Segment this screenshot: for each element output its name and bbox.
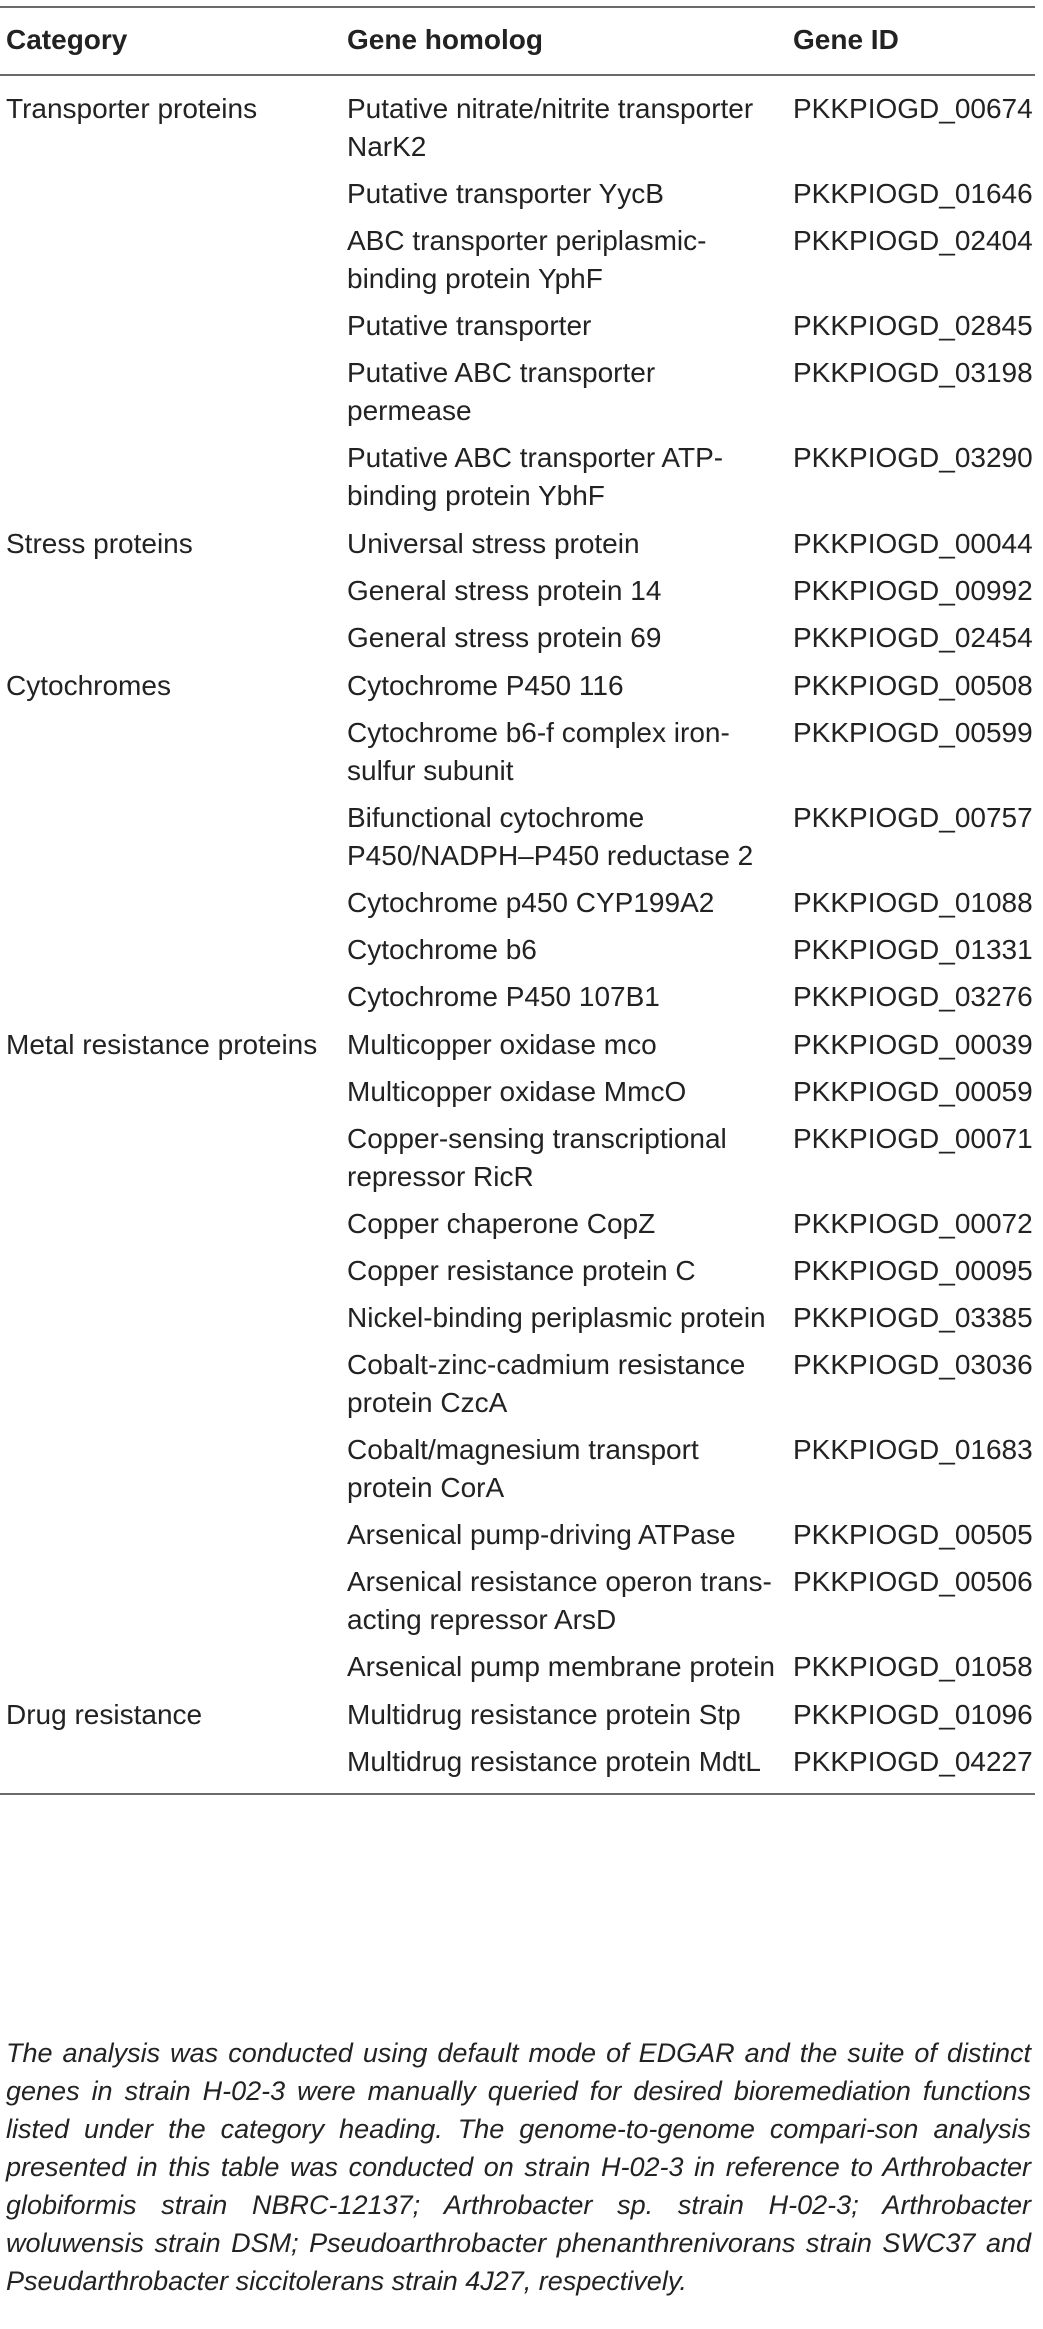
category-cell: Metal resistance proteins bbox=[6, 1029, 318, 1060]
gene-id-cell: PKKPIOGD_00508 bbox=[793, 670, 1033, 701]
gene-homolog-cell: Putative ABC transporter permease bbox=[347, 357, 656, 426]
gene-homolog-cell: Cytochrome b6-f complex iron-sulfur subunit bbox=[347, 717, 730, 786]
header-gene-id: Gene ID bbox=[785, 7, 1035, 75]
table-row bbox=[0, 75, 1035, 171]
gene-homolog-cell: Multicopper oxidase mco bbox=[347, 1029, 657, 1060]
gene-homolog-cell: General stress protein 69 bbox=[347, 622, 662, 653]
table-row bbox=[0, 710, 1035, 795]
gene-id-cell: PKKPIOGD_02404 bbox=[793, 225, 1033, 256]
category-cell bbox=[0, 1739, 339, 1794]
gene-id-cell: PKKPIOGD_01683 bbox=[793, 1434, 1033, 1465]
gene-id-cell: PKKPIOGD_00599 bbox=[793, 717, 1033, 748]
category-cell bbox=[0, 1201, 339, 1248]
gene-id-cell: PKKPIOGD_03198 bbox=[793, 357, 1033, 388]
table-header bbox=[0, 7, 1035, 75]
category-cell: Transporter proteins bbox=[6, 93, 258, 124]
gene-homolog-cell: Copper resistance protein C bbox=[347, 1255, 696, 1286]
gene-id-cell: PKKPIOGD_00674 bbox=[793, 93, 1033, 124]
category-cell bbox=[0, 435, 339, 520]
category-cell: Stress proteins bbox=[6, 528, 193, 559]
table-row bbox=[0, 927, 1035, 974]
table-row bbox=[0, 303, 1035, 350]
gene-homolog-cell: Cobalt-zinc-cadmium resistance protein CzcA bbox=[347, 1349, 746, 1418]
gene-homolog-cell: Multicopper oxidase MmcO bbox=[347, 1076, 687, 1107]
gene-homolog-cell: Cytochrome P450 107B1 bbox=[347, 981, 660, 1012]
category-cell bbox=[0, 1512, 339, 1559]
gene-id-cell: PKKPIOGD_01331 bbox=[793, 934, 1033, 965]
table-row bbox=[0, 662, 1035, 710]
category-cell bbox=[0, 795, 339, 880]
gene-homolog-cell: General stress protein 14 bbox=[347, 575, 662, 606]
gene-homolog-cell: Nickel-binding periplasmic protein bbox=[347, 1302, 766, 1333]
gene-table bbox=[0, 6, 1035, 1795]
table-row bbox=[0, 1342, 1035, 1427]
gene-id-cell: PKKPIOGD_01058 bbox=[793, 1651, 1033, 1682]
category-cell bbox=[0, 568, 339, 615]
gene-homolog-cell: Putative nitrate/nitrite transporter NarK2 bbox=[347, 93, 754, 162]
gene-id-cell: PKKPIOGD_00044 bbox=[793, 528, 1033, 559]
gene-id-cell: PKKPIOGD_02845 bbox=[793, 310, 1033, 341]
gene-id-cell: PKKPIOGD_00992 bbox=[793, 575, 1033, 606]
table-row bbox=[0, 568, 1035, 615]
category-cell bbox=[0, 927, 339, 974]
gene-homolog-cell: Multidrug resistance protein Stp bbox=[347, 1699, 741, 1730]
table-footnote: The analysis was conducted using default mode of EDGAR and the suite of distinct genes in strain H-02-3 were manually queried for desired bioremediation functions listed under the category heading. The genome-to-genome compari-son analysis presented in this table was conducted on strain H-02-3 in reference to Arthrobacter globiformis strain NBRC-12137; Arthrobacter sp. strain H-02-3; Arthrobacter woluwensis strain DSM; Pseudoarthrobacter phenanthrenivorans strain SWC37 and Pseudarthrobacter siccitolerans strain 4J27, respectively. bbox=[6, 2038, 1031, 2296]
gene-homolog-cell: Bifunctional cytochrome P450/NADPH–P450 reductase 2 bbox=[347, 802, 754, 871]
gene-id-cell: PKKPIOGD_03290 bbox=[793, 442, 1033, 473]
gene-id-cell: PKKPIOGD_03036 bbox=[793, 1349, 1033, 1380]
gene-homolog-cell: Arsenical pump-driving ATPase bbox=[347, 1519, 736, 1550]
table-row bbox=[0, 520, 1035, 568]
gene-id-cell: PKKPIOGD_02454 bbox=[793, 622, 1033, 653]
table-row bbox=[0, 1021, 1035, 1069]
gene-homolog-cell: Cytochrome P450 116 bbox=[347, 670, 624, 701]
category-cell bbox=[0, 1342, 339, 1427]
category-cell bbox=[0, 171, 339, 218]
gene-homolog-cell: Cytochrome b6 bbox=[347, 934, 537, 965]
table-row bbox=[0, 1427, 1035, 1512]
gene-homolog-cell: Copper chaperone CopZ bbox=[347, 1208, 656, 1239]
gene-id-cell: PKKPIOGD_00505 bbox=[793, 1519, 1033, 1550]
gene-id-cell: PKKPIOGD_00506 bbox=[793, 1566, 1033, 1597]
gene-id-cell: PKKPIOGD_04227 bbox=[785, 1739, 1035, 1794]
gene-id-cell: PKKPIOGD_00095 bbox=[793, 1255, 1033, 1286]
category-cell bbox=[0, 1069, 339, 1116]
gene-homolog-cell: Cobalt/magnesium transport protein CorA bbox=[347, 1434, 699, 1503]
category-cell bbox=[0, 218, 339, 303]
gene-homolog-cell: Putative transporter YycB bbox=[347, 178, 664, 209]
category-cell bbox=[0, 1644, 339, 1691]
table-row bbox=[0, 435, 1035, 520]
gene-homolog-cell: Putative transporter bbox=[347, 310, 592, 341]
gene-id-cell: PKKPIOGD_00072 bbox=[793, 1208, 1033, 1239]
gene-id-cell: PKKPIOGD_00039 bbox=[793, 1029, 1033, 1060]
table-row bbox=[0, 615, 1035, 662]
gene-id-cell: PKKPIOGD_01096 bbox=[793, 1699, 1033, 1730]
table-row bbox=[0, 1512, 1035, 1559]
gene-homolog-cell: Multidrug resistance protein MdtL bbox=[339, 1739, 785, 1794]
gene-id-cell: PKKPIOGD_00757 bbox=[793, 802, 1033, 833]
category-cell bbox=[0, 1427, 339, 1512]
gene-id-cell: PKKPIOGD_01088 bbox=[793, 887, 1033, 918]
gene-homolog-cell: Copper-sensing transcriptional repressor RicR bbox=[347, 1123, 727, 1192]
category-cell bbox=[0, 880, 339, 927]
gene-homolog-cell: Putative ABC transporter ATP-binding protein YbhF bbox=[347, 442, 724, 511]
gene-id-cell: PKKPIOGD_00071 bbox=[793, 1123, 1033, 1154]
table-row bbox=[0, 1644, 1035, 1691]
category-cell bbox=[0, 615, 339, 662]
table-row bbox=[0, 1201, 1035, 1248]
table-row bbox=[0, 1295, 1035, 1342]
header-row bbox=[0, 7, 1035, 75]
table-row bbox=[0, 171, 1035, 218]
category-cell: Cytochromes bbox=[6, 670, 171, 701]
gene-homolog-cell: ABC transporter periplasmic-binding protein YphF bbox=[347, 225, 707, 294]
gene-id-cell: PKKPIOGD_03276 bbox=[793, 981, 1033, 1012]
table-body bbox=[0, 75, 1035, 1794]
gene-id-cell: PKKPIOGD_01646 bbox=[793, 178, 1033, 209]
gene-id-cell: PKKPIOGD_00059 bbox=[793, 1076, 1033, 1107]
header-category: Category bbox=[0, 7, 339, 75]
table-row bbox=[0, 1116, 1035, 1201]
table-row bbox=[0, 1739, 1035, 1794]
category-cell bbox=[0, 1248, 339, 1295]
category-cell bbox=[0, 974, 339, 1021]
category-cell bbox=[0, 1116, 339, 1201]
table-row bbox=[0, 1559, 1035, 1644]
gene-id-cell: PKKPIOGD_03385 bbox=[793, 1302, 1033, 1333]
table-row bbox=[0, 1248, 1035, 1295]
table-row bbox=[0, 880, 1035, 927]
table-row bbox=[0, 1069, 1035, 1116]
table-row bbox=[0, 218, 1035, 303]
table-row bbox=[0, 974, 1035, 1021]
gene-homolog-cell: Arsenical resistance operon trans-acting repressor ArsD bbox=[347, 1566, 772, 1635]
gene-homolog-cell: Universal stress protein bbox=[347, 528, 640, 559]
gene-homolog-cell: Cytochrome p450 CYP199A2 bbox=[347, 887, 715, 918]
category-cell bbox=[0, 1559, 339, 1644]
gene-homolog-cell: Arsenical pump membrane protein bbox=[347, 1651, 775, 1682]
table-row bbox=[0, 1691, 1035, 1739]
header-gene-homolog: Gene homolog bbox=[339, 7, 785, 75]
category-cell bbox=[0, 303, 339, 350]
table-row bbox=[0, 350, 1035, 435]
category-cell bbox=[0, 710, 339, 795]
table-row bbox=[0, 795, 1035, 880]
category-cell bbox=[0, 1295, 339, 1342]
category-cell bbox=[0, 350, 339, 435]
category-cell: Drug resistance bbox=[6, 1699, 203, 1730]
